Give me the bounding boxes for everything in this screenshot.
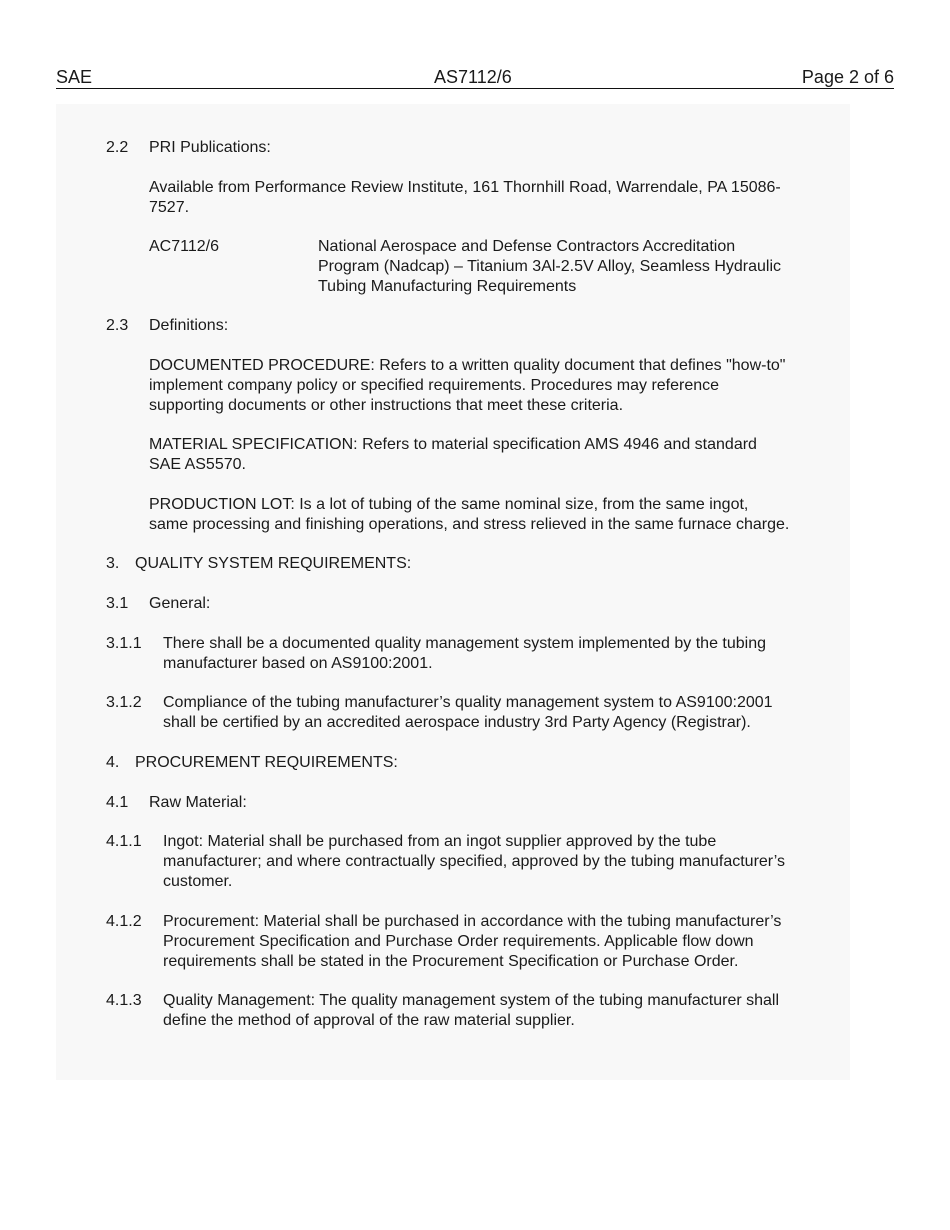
section-number: 4.1.3 [106, 992, 142, 1009]
section-title: QUALITY SYSTEM REQUIREMENTS: [135, 555, 412, 572]
section-number: 4.1.1 [106, 833, 142, 850]
paragraph-line: Quality Management: The quality management system of the tubing manufacturer shall [163, 992, 780, 1009]
header-org: SAE [56, 67, 93, 87]
paragraph-line: Available from Performance Review Institute, 161 Thornhill Road, Warrendale, PA 15086- [149, 179, 781, 196]
section-title: PRI Publications: [149, 139, 271, 156]
section-number: 4.1 [106, 794, 129, 811]
page-header [56, 66, 894, 89]
paragraph-line: manufacturer; and where contractually specified, approved by the tubing manufacturer’s [163, 853, 785, 870]
definition-line: implement company policy or specified requirements. Procedures may reference [149, 377, 720, 394]
paragraph-line: 7527. [149, 199, 190, 216]
paragraph-line: requirements shall be stated in the Procurement Specification or Purchase Order. [163, 953, 739, 970]
paragraph-line: Ingot: Material shall be purchased from an ingot supplier approved by the tube [163, 833, 717, 850]
paragraph-line: manufacturer based on AS9100:2001. [163, 655, 433, 672]
definition-line: supporting documents or other instructions that meet these criteria. [149, 397, 624, 414]
reference-title-line: Program (Nadcap) – Titanium 3Al-2.5V Alloy, Seamless Hydraulic [318, 258, 781, 275]
definition-line: SAE AS5570. [149, 456, 246, 473]
definition-line: DOCUMENTED PROCEDURE: Refers to a written quality document that defines "how-to" [149, 357, 786, 374]
section-title: Raw Material: [149, 794, 247, 811]
section-number: 3.1.2 [106, 694, 142, 711]
reference-title-line: Tubing Manufacturing Requirements [318, 278, 577, 295]
paragraph-line: Procurement Specification and Purchase Order requirements. Applicable flow down [163, 933, 754, 950]
paragraph-line: Procurement: Material shall be purchased in accordance with the tubing manufacturer’s [163, 913, 782, 930]
section-title: Definitions: [149, 317, 229, 334]
paragraph-line: customer. [163, 873, 233, 890]
definition-line: MATERIAL SPECIFICATION: Refers to material specification AMS 4946 and standard [149, 436, 757, 453]
header-page-number: Page 2 of 6 [801, 67, 894, 87]
section-number: 3.1.1 [106, 635, 142, 652]
section-number: 3. [106, 555, 120, 572]
section-number: 4. [106, 754, 120, 771]
section-number: 3.1 [106, 595, 129, 612]
definition-line: PRODUCTION LOT: Is a lot of tubing of the same nominal size, from the same ingot, [149, 496, 749, 513]
paragraph-line: Compliance of the tubing manufacturer’s quality management system to AS9100:2001 [163, 694, 773, 711]
reference-title-line: National Aerospace and Defense Contractors Accreditation [318, 238, 736, 255]
section-number: 2.3 [106, 317, 129, 334]
definition-line: same processing and finishing operations, and stress relieved in the same furnace charge. [149, 516, 790, 533]
paragraph-line: shall be certified by an accredited aerospace industry 3rd Party Agency (Registrar). [163, 714, 751, 731]
reference-code: AC7112/6 [149, 238, 219, 255]
header-doc-number: AS7112/6 [434, 67, 512, 87]
paragraph-line: There shall be a documented quality management system implemented by the tubing [163, 635, 767, 652]
section-number: 2.2 [106, 139, 129, 156]
section-number: 4.1.2 [106, 913, 142, 930]
section-title: PROCUREMENT REQUIREMENTS: [135, 754, 398, 771]
paragraph-line: define the method of approval of the raw material supplier. [163, 1012, 575, 1029]
section-title: General: [149, 595, 211, 612]
